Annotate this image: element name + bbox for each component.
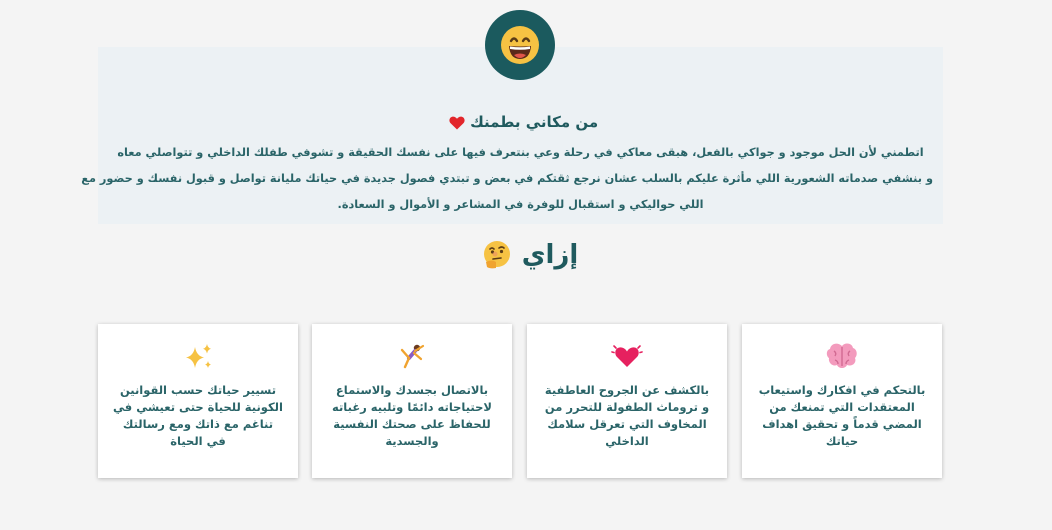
card-text: بالاتصال بجسدك والاستماع لاحتياجاته دائمًا وتلبيه رغباته للحفاظ على صحتك النفسية والجسدية [332,383,492,448]
cartwheel-icon [397,342,427,370]
feature-card [742,324,942,478]
feature-card [527,324,727,478]
red-heart-icon [449,116,465,130]
intro-line: اتطمني لأن الحل موجود و جواكي بالفعل، هبقى معاكي في رحلة وعي بنتعرف فيها على نفسك الحقيقة و تشوفي طفلك الداخلي و تتواصلي معاه [117,146,924,159]
beating-heart-icon [611,342,643,370]
intro-line: و بنشفي صدماته الشعورية اللي مأثرة عليكم بالسلب عشان نرجع ثقتكم في بعض و تبتدي فصول جديدة في حياتك مليانة تواصل و قبول نفسك و حضور مع [81,172,933,185]
sparkles-icon [182,342,214,372]
feature-card [312,324,512,478]
brain-icon [826,342,858,370]
how-heading-text: إزاي [521,240,579,270]
intro-title-text: من مكاني بطمنك [470,113,599,131]
card-text: تسيير حياتك حسب القوانين الكونية للحياة حتى تعيشي في تناغم مع ذاتك ومع رسالتك في الحياة [113,383,283,448]
smiley-avatar [485,10,555,80]
intro-paragraph [81,140,933,218]
card-text: بالكشف عن الجروح العاطفية و تروماث الطفولة للتحرر من المخاوف التي تعرقل سلامك الداخلي [544,383,710,448]
grinning-face-icon [500,25,540,65]
intro-title [98,113,943,131]
how-heading [380,240,680,270]
thinking-face-icon [482,240,512,270]
feature-card [98,324,298,478]
card-text: بالتحكم في افكارك واستيعاب المعتقدات التي تمنعك من المضي قدماً و تحقيق اهداف حياتك [758,383,926,448]
intro-line: اللي حواليكي و استقبال للوفرة في المشاعر و الأموال و السعادة. [337,198,704,211]
